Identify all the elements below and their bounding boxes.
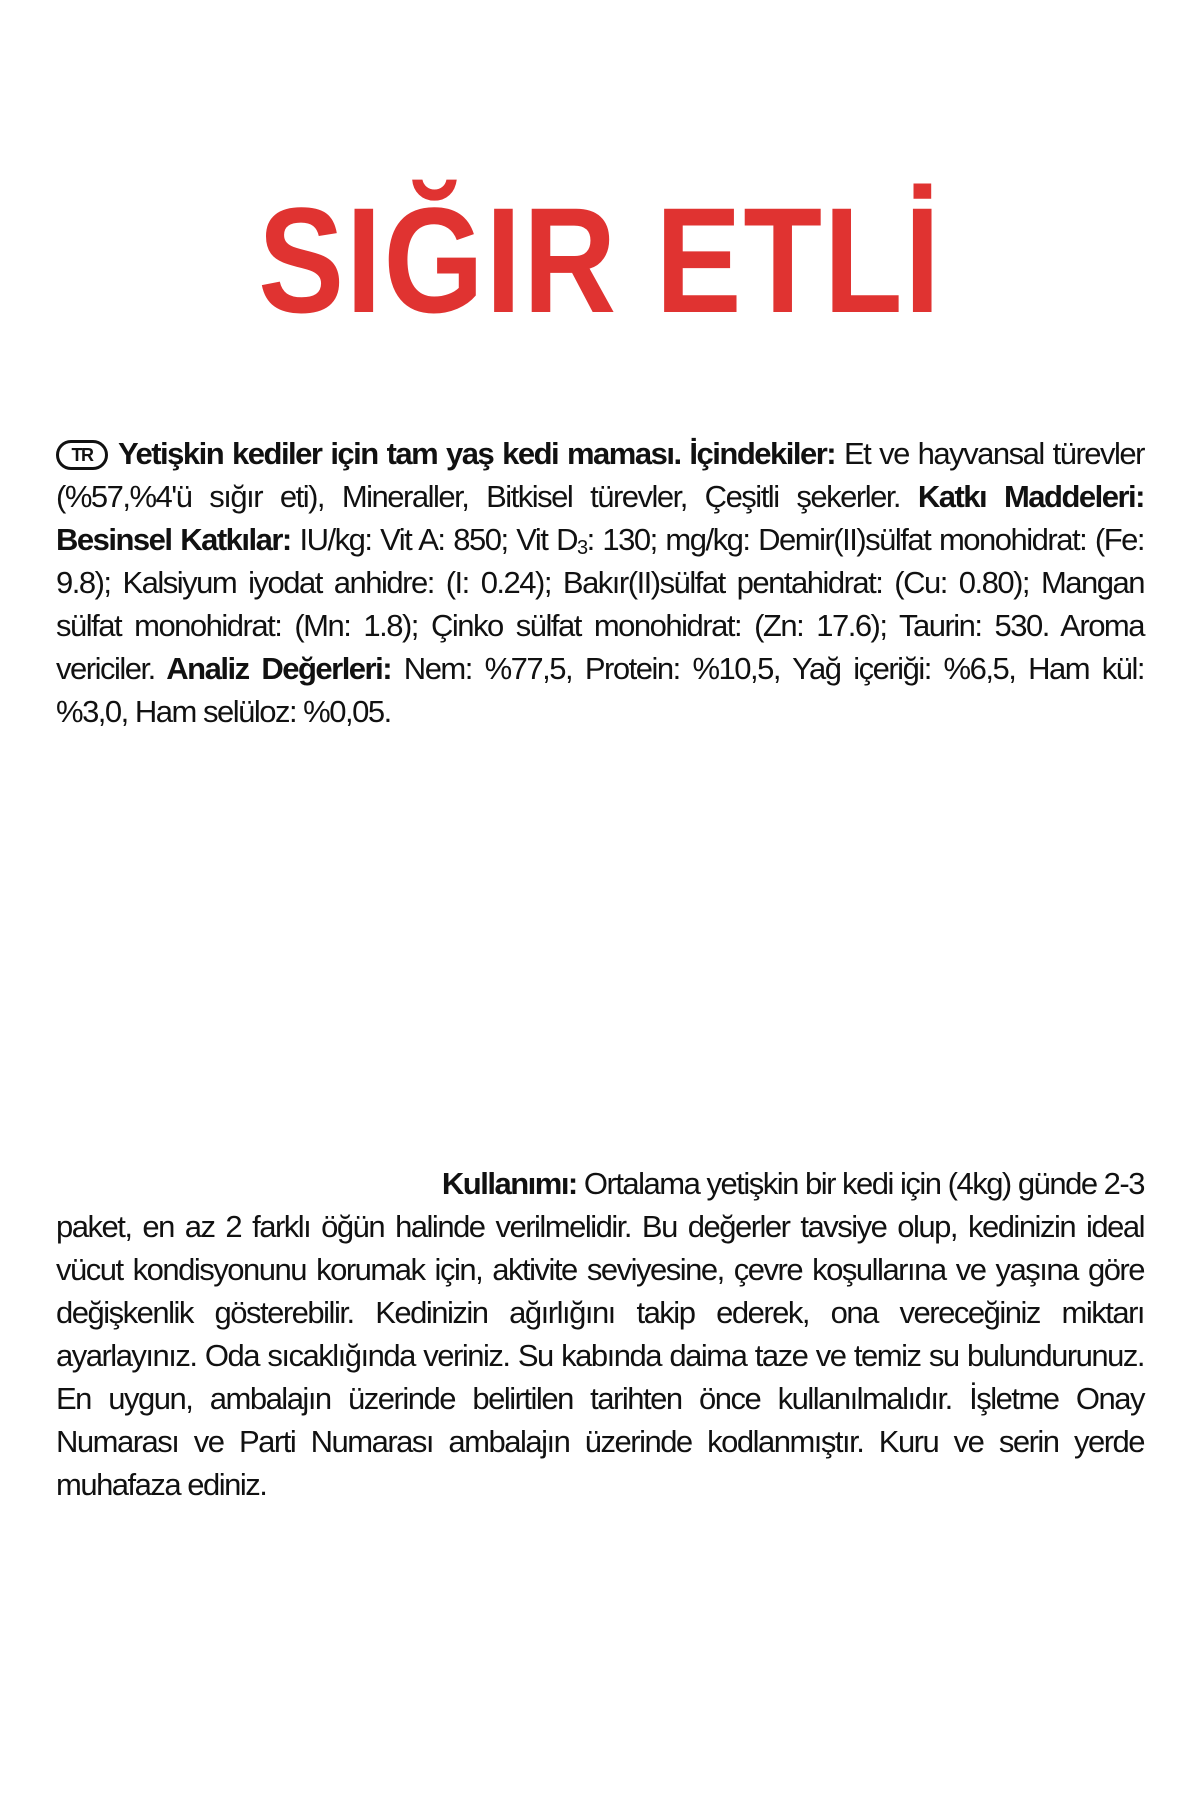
usage-block [56, 1162, 1144, 1506]
ingredients-intro: Yetişkin kediler için tam yaş kedi maması. İçindekiler: [118, 436, 836, 471]
analysis-heading: Analiz Değerleri: [154, 651, 392, 686]
tr-country-badge: TR [56, 440, 108, 470]
usage-first-text: Ortalama yetişkin bir kedi için (4kg) günde 2-3 [576, 1166, 1144, 1201]
additives-text-a: IU/kg: Vit A: 850; Vit D [290, 522, 577, 557]
vitamin-d-subscript: 3 [576, 537, 587, 559]
analysis-values: Nem: %77,5, Protein: %10,5, Yağ içeriği: %6,5, Ham kül: %3,0, Ham selüloz: %0,05. [56, 651, 1145, 729]
usage-body: paket, en az 2 farklı öğün halinde verilmelidir. Bu değerler tavsiye olup, kedinizin ideal vücut kondisyonunu korumak için, aktivite seviyesine, çevre koşullarına ve yaşına göre değişkenlik gösterebilir. Kedinizin ağırlığını takip ederek, ona vereceğiniz miktarı ayarlayınız. Oda sıcaklığında veriniz. Su kabında daima taze ve temiz su bulundurunuz. En uygun, ambalajın üzerinde belirtilen tarihten önce kullanılmalıdır. İşletme Onay Numarası ve Parti Numarası ambalajın üzerinde kodlanmıştır. Kuru ve serin yerde muhafaza ediniz. [56, 1209, 1144, 1502]
product-title: SIĞIR ETLİ [258, 176, 942, 344]
usage-heading: Kullanımı: [441, 1166, 577, 1201]
usage-first-line [56, 1162, 1144, 1205]
ingredients-block [56, 432, 1144, 733]
additives-heading: Katkı Maddeleri: Besinsel Katkılar: [56, 479, 1144, 557]
ingredients-list: Et ve hayvansal türevler (%57,%4'ü sığır eti), Mineraller, Bitkisel türevler, Çeşitli şekerler. [56, 436, 1144, 514]
additives-text-b: : 130; mg/kg: Demir(II)sülfat monohidrat: (Fe: 9.8); Kalsiyum iyodat anhidre: (I: 0.24); Bakır(II)sülfat pentahidrat: (Cu: 0.80); Mangan sülfat monohidrat: (Mn: 1.8); Çinko sülfat monohidrat: (Zn: 17.6); Taurin: 530. Aroma vericiler. [56, 522, 1144, 686]
